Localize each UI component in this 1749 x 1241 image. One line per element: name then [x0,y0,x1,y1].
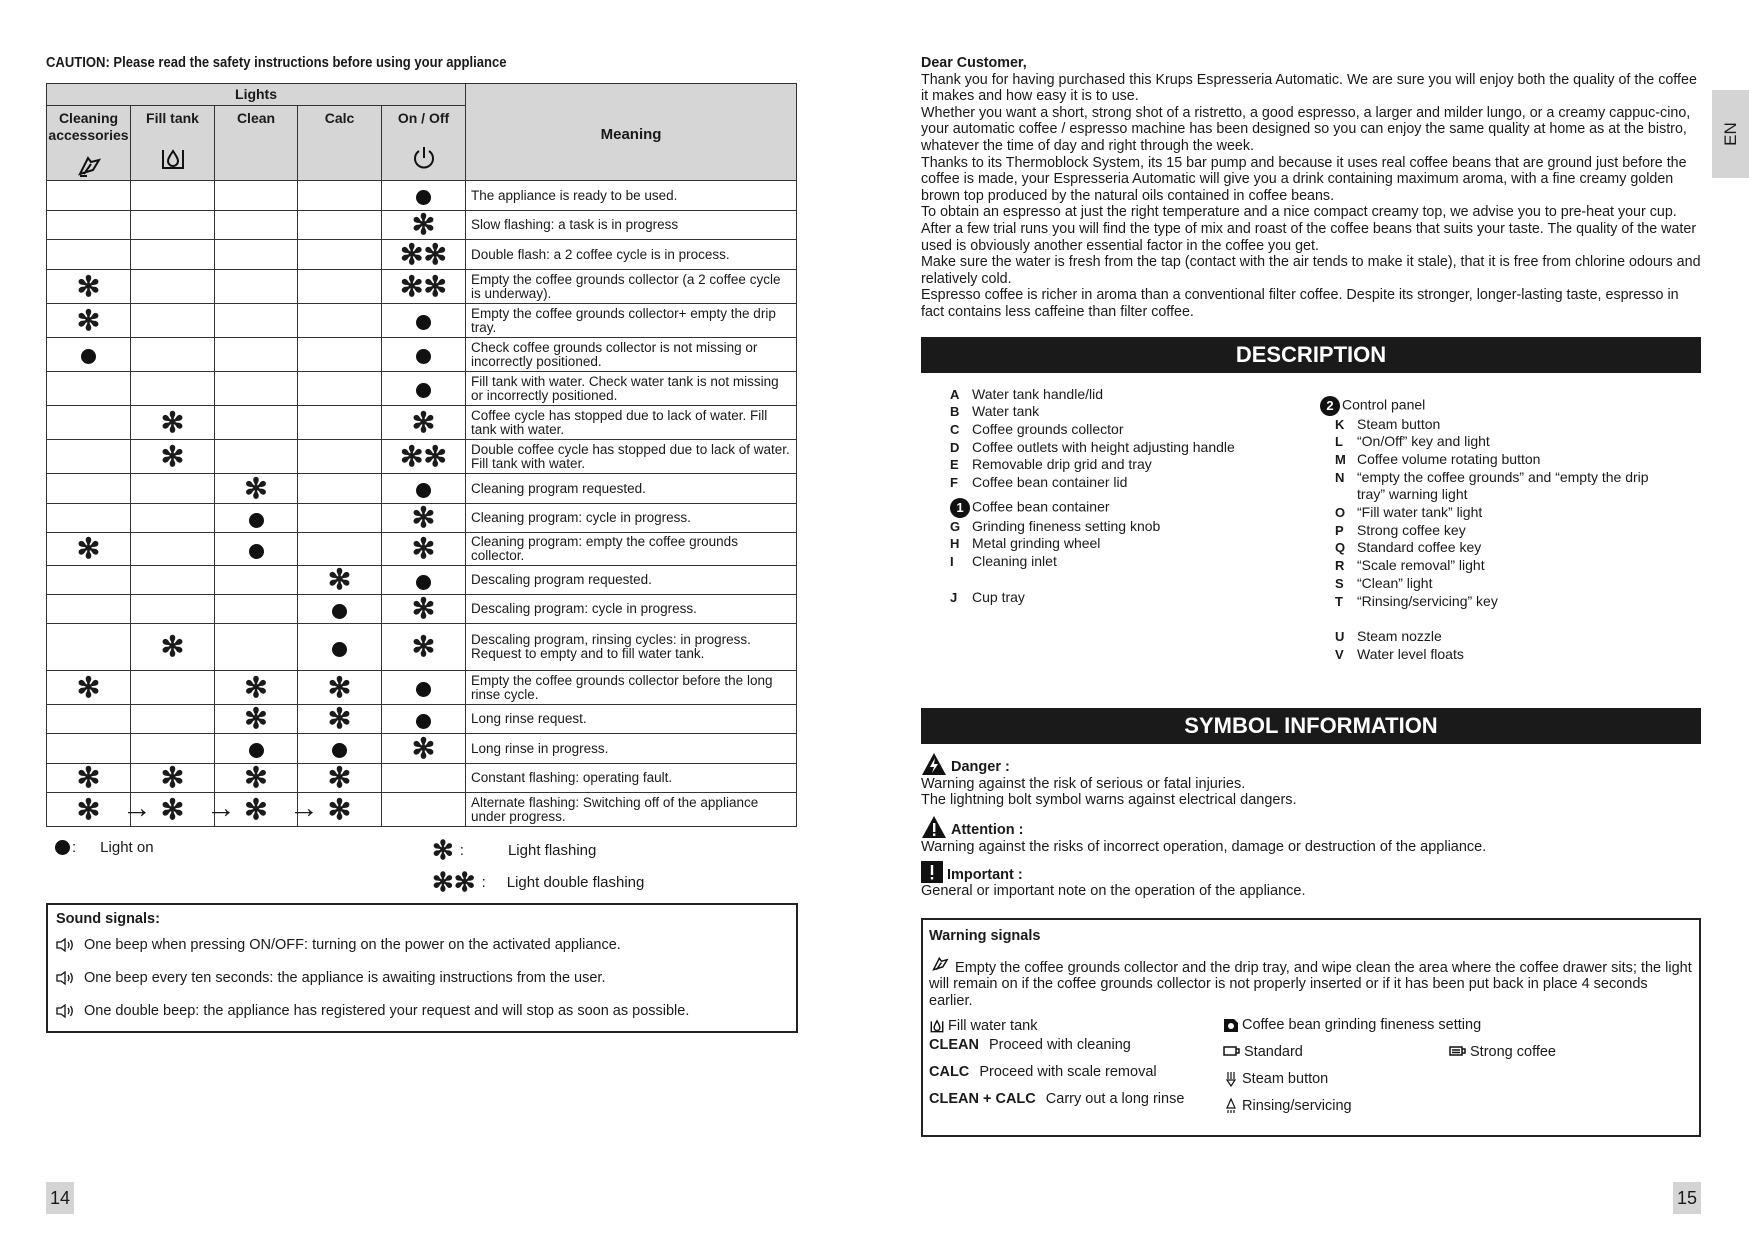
light-cell [298,734,382,764]
flash-icon: ✻ [160,406,185,438]
table-row [47,440,797,474]
light-cell [131,338,215,372]
page-number-left: 14 [46,1182,74,1214]
double-flash-icon: ✻✻ [400,238,447,270]
light-cell [131,372,215,406]
light-cell [298,504,382,533]
light-cell [215,338,298,372]
light-cell [298,406,382,440]
description-item: O “Fill water tank” light [1335,504,1483,521]
description-item: C Coffee grounds collector [950,420,1124,437]
flash-icon: ✻ [76,533,101,564]
intro-text [921,72,1701,321]
fill-tank-icon [929,1017,945,1035]
flash-icon: ✻ [76,304,101,336]
lights-table-body [47,181,797,827]
col-fill-tank: Fill tank [131,106,215,181]
intro-paragraph: Thanks to its Thermoblock System, its 15 bar pump and because it uses real coffee beans that are ground just before the coffee is made, your Espresseria Automatic will give you a drink containing maximum aroma, with a fine creamy golden brown top produced by the natural oils contained in coffee beans. [921,154,1687,204]
description-item: L “On/Off” key and light [1335,433,1490,450]
table-row [47,764,797,793]
intro-paragraph: To obtain an espresso at just the right temperature and a nice compact creamy top, we advise you to pre-heat your cup. After a few trial runs you will find the type of mix and roast of the coffee beans that suits your taste. The quality of the water used is obviously another essential factor in the coffee you get. [921,204,1697,254]
light-cell [382,705,466,734]
description-item: P Strong coffee key [1335,521,1466,538]
flash-icon: ✻ [244,472,268,504]
light-cell [215,671,298,705]
description-item: M Coffee volume rotating button [1335,450,1541,467]
flash-icon: ✻ [76,671,101,703]
light-cell [298,624,382,671]
description-item: I Cleaning inlet [950,553,1057,570]
flash-icon: ✻ [327,793,352,825]
sound-line: One beep every ten seconds: the appliance is awaiting instructions from the user. [56,970,788,986]
attention-icon [921,815,947,839]
light-on-icon [55,840,70,855]
light-on-icon [332,604,347,619]
meaning-cell: Empty the coffee grounds collector before the long rinse cycle. [466,671,797,705]
description-item: tray” warning light [1357,486,1468,503]
light-cell [298,338,382,372]
light-cell [131,533,215,566]
standard-item: Standard [1223,1044,1303,1060]
flash-icon: ✻ [244,793,268,825]
intro-section [921,55,1701,321]
light-on-icon [249,743,264,758]
light-cell [131,406,215,440]
meaning-cell: Long rinse request. [466,705,797,734]
light-cell [382,734,466,764]
sound-signals-box [46,903,798,1033]
flash-icon: ✻ [244,703,268,734]
light-on-icon [416,349,431,364]
flash-icon: ✻ [160,793,185,825]
legend-light-on: : Light on [55,839,154,856]
meaning-cell: Check coffee grounds collector is not missing or incorrectly positioned. [466,338,797,372]
light-cell [47,338,131,372]
flash-icon: ✻ [160,762,185,793]
danger-heading: Danger : [921,752,1701,776]
table-row [47,566,797,595]
light-cell [131,566,215,595]
grinder-icon [1223,1017,1239,1033]
description-item: B Water tank [950,403,1040,420]
speaker-icon [56,970,76,986]
description-item: N “empty the coffee grounds” and “empty the drip [1335,468,1649,485]
light-on-icon [416,575,431,590]
meaning-cell: Empty the coffee grounds collector (a 2 coffee cycle is underway). [466,270,797,304]
description-item: J Cup tray [950,588,1025,605]
lights-header: Lights [47,84,466,106]
fill-tank-icon [159,144,187,172]
light-cell [47,406,131,440]
meaning-cell: Slow flashing: a task is in progress [466,211,797,240]
light-cell [215,624,298,671]
rinsing-icon [1223,1098,1239,1114]
table-row [47,474,797,504]
meaning-cell: Cleaning program: cycle in progress. [466,504,797,533]
description-item: U Steam nozzle [1335,628,1442,645]
light-cell [215,566,298,595]
table-row [47,240,797,270]
light-cell [47,240,131,270]
double-flash-icon: ✻✻ [400,270,447,302]
flash-icon: ✻ [327,671,352,703]
light-cell [47,734,131,764]
light-cell [382,211,466,240]
light-cell [215,406,298,440]
description-item: A Water tank handle/lid [950,385,1103,402]
left-page [46,55,798,1033]
table-row [47,338,797,372]
light-cell [131,270,215,304]
legend-light-flashing: ✻ : Light flashing [432,835,597,865]
symbol-info-title: SYMBOL INFORMATION [921,708,1701,744]
light-cell [215,304,298,338]
clean-item: CLEAN Proceed with cleaning [929,1037,1131,1053]
description-item: H Metal grinding wheel [950,535,1101,552]
light-cell [382,338,466,372]
light-cell [131,624,215,671]
right-page [921,55,1701,1137]
light-cell [215,504,298,533]
light-cell [298,270,382,304]
description-item: K Steam button [1335,415,1441,432]
light-cell [298,211,382,240]
light-cell [131,304,215,338]
group-coffee-bean-container: 1 Coffee bean container [950,498,1330,518]
important-text: General or important note on the operation of the appliance. [921,883,1306,899]
meaning-cell: Descaling program requested. [466,566,797,595]
flash-icon: ✻ [327,564,352,595]
flash-icon: ✻ [327,703,352,734]
attention-heading: Attention : [921,815,1701,839]
light-on-icon [416,315,431,330]
cleaning-icon [75,152,103,180]
light-cell [131,705,215,734]
light-cell [215,270,298,304]
flash-icon: ✻ [76,270,101,302]
meaning-cell: Cleaning program: empty the coffee grounds collector. [466,533,797,566]
table-row [47,372,797,406]
important-heading: Important : [921,861,1701,883]
light-cell [215,595,298,624]
col-cleaning-accessories: Cleaning accessories [47,106,131,181]
light-cell [131,211,215,240]
light-cell [298,595,382,624]
flash-icon: ✻ [411,502,436,533]
light-cell [215,211,298,240]
light-on-icon [332,743,347,758]
meaning-header: Meaning [466,84,797,181]
attention-text: Warning against the risks of incorrect operation, damage or destruction of the appliance. [921,838,1487,855]
light-cell [47,705,131,734]
light-cell [382,440,466,474]
steam-icon [1223,1071,1239,1087]
light-cell [298,566,382,595]
meaning-cell: Constant flashing: operating fault. [466,764,797,793]
meaning-cell: Cleaning program requested. [466,474,797,504]
flash-icon: ✻ [76,762,101,793]
flash-icon: ✻ [411,209,436,240]
light-cell [382,406,466,440]
description-item: V Water level floats [1335,645,1464,662]
light-cell [382,270,466,304]
light-on-icon [416,190,431,205]
meaning-cell: Double flash: a 2 coffee cycle is in process. [466,240,797,270]
light-cell [47,304,131,338]
calc-item: CALC Proceed with scale removal [929,1064,1157,1080]
greeting: Dear Customer, [921,55,1027,71]
group-control-panel: 2 Control panel [1320,396,1705,416]
light-on-icon [416,383,431,398]
light-cell [382,764,466,793]
light-cell [215,764,298,793]
language-tab: EN [1712,90,1749,178]
light-cell [298,474,382,504]
table-row [47,181,797,211]
speaker-icon [56,937,76,953]
light-cell [47,211,131,240]
danger-text-1: Warning against the risk of serious or fatal injuries. [921,775,1246,792]
light-cell [298,304,382,338]
light-cell [47,791,152,827]
light-cell [298,372,382,406]
light-cell [382,240,466,270]
flash-icon: ✻ [327,762,352,793]
light-cell [131,595,215,624]
light-on-icon [416,714,431,729]
danger-text-2: The lightning bolt symbol warns against electrical dangers. [921,792,1297,808]
light-on-icon [249,544,264,559]
light-cell [47,474,131,504]
light-on-icon [81,349,96,364]
light-cell [47,624,131,671]
meaning-cell: Empty the coffee grounds collector+ empty the drip tray. [466,304,797,338]
light-cell [47,372,131,406]
description-item: S “Clean” light [1335,574,1433,591]
light-cell [47,764,131,793]
light-cell [382,372,466,406]
col-clean: Clean [215,106,298,181]
light-cell [47,440,131,474]
light-cell [215,240,298,270]
sound-line: One beep when pressing ON/OFF: turning on the power on the activated appliance. [56,937,788,953]
flash-icon: ✻ [160,631,185,662]
flash-icon: ✻ [432,835,454,865]
light-cell [298,533,382,566]
light-cell [131,181,215,211]
meaning-cell: Double coffee cycle has stopped due to lack of water. Fill tank with water. [466,440,797,474]
callout-2: 2 [1320,396,1340,416]
cleaning-icon [929,954,951,974]
light-cell [215,533,298,566]
light-on-icon [332,642,347,657]
meaning-cell: The appliance is ready to be used. [466,181,797,211]
light-cell [131,734,215,764]
legend-light-double-flashing: ✻✻ : Light double flashing [432,867,645,897]
light-cell [131,764,215,793]
col-calc: Calc [298,106,382,181]
standard-cup-icon [1223,1045,1241,1059]
light-cell [298,240,382,270]
light-on-icon [249,513,264,528]
flash-icon: ✻ [411,732,436,764]
light-on-icon [416,483,431,498]
light-cell [215,440,298,474]
intro-paragraph: Whether you want a short, strong shot of a ristretto, a good espresso, a larger and milder lungo, or a creamy cappuc-cino, your automatic coffee / espresso machine has been designed so you can enjoy the same quality at home as at the bistro, whatever the time of day and right through the week. [921,104,1691,154]
strong-coffee-item: Strong coffee [1449,1044,1556,1060]
light-cell [382,504,466,533]
table-row [47,595,797,624]
light-cell [47,504,131,533]
light-cell [215,181,298,211]
table-row [47,671,797,705]
table-row [47,533,797,566]
flash-icon: ✻ [76,793,101,825]
light-cell [382,304,466,338]
light-cell [215,705,298,734]
col-on-off: On / Off [382,106,466,181]
light-cell [298,705,382,734]
light-cell [131,671,215,705]
page-number-right: 15 [1673,1182,1701,1214]
description-item: T “Rinsing/servicing” key [1335,592,1498,609]
table-row [47,270,797,304]
arrow-icon: → [122,791,152,824]
light-cell [215,474,298,504]
light-cell [131,474,215,504]
arrow-icon: → [206,791,236,824]
light-cell [298,764,382,793]
description-item: R “Scale removal” light [1335,557,1485,574]
important-icon [921,861,943,883]
light-cell [382,671,466,705]
rinsing-item: Rinsing/servicing [1223,1098,1352,1114]
table-row [47,304,797,338]
clean-calc-item: CLEAN + CALC Carry out a long rinse [929,1091,1185,1107]
description-item: E Removable drip grid and tray [950,456,1152,473]
warning-signals-title: Warning signals [929,927,1041,944]
flash-icon: ✻ [411,593,436,624]
meaning-cell: Coffee cycle has stopped due to lack of water. Fill tank with water. [466,406,797,440]
callout-1: 1 [950,498,970,518]
description-title: DESCRIPTION [921,337,1701,373]
light-cell [47,533,131,566]
fill-water-tank-item: Fill water tank [929,1017,1037,1035]
flash-icon: ✻ [411,631,436,662]
strong-cup-icon [1449,1045,1467,1059]
arrow-icon: → [289,791,319,824]
table-row [47,705,797,734]
light-cell [382,793,466,827]
caution-heading: CAUTION: Please read the safety instructions before using your appliance [46,55,507,71]
lights-table [46,83,797,827]
steam-item: Steam button [1223,1071,1328,1087]
meaning-cell: Descaling program, rinsing cycles: in progress. Request to empty and to fill water tank. [466,624,797,671]
double-flash-icon: ✻✻ [432,867,476,897]
sound-line: One double beep: the appliance has registered your request and will stop as soon as possible. [56,1003,788,1019]
speaker-icon [56,1003,76,1019]
danger-icon [921,752,947,776]
meaning-cell: Alternate flashing: Switching off of the appliance under progress. [466,793,797,827]
light-cell [382,624,466,671]
light-cell [382,566,466,595]
table-row [47,624,797,671]
flash-icon: ✻ [411,406,436,438]
light-cell [298,440,382,474]
light-cell [47,270,131,304]
power-icon [410,144,438,172]
light-cell [298,181,382,211]
warning-text: Empty the coffee grounds collector and the drip tray, and wipe clean the area where the coffee drawer sits; the light will remain on if the coffee grounds collector is not properly inserted or if it has been put back in place 4 seconds earlier. [929,954,1693,1010]
description-item: G Grinding fineness setting knob [950,517,1161,534]
table-row [47,406,797,440]
intro-paragraph: Thank you for having purchased this Krups Espresseria Automatic. We are sure you will enjoy both the quality of the coffee it makes and how easy it is to use. [921,71,1697,105]
table-row [47,793,797,827]
flash-icon: ✻ [244,671,268,703]
light-cell [382,595,466,624]
light-cell [215,372,298,406]
warning-legend-grid [929,1017,1693,1127]
light-cell [382,474,466,504]
light-cell [131,440,215,474]
double-flash-icon: ✻✻ [400,440,447,472]
intro-paragraph: Make sure the water is fresh from the tap (contact with the air tends to make it stale), that it is free from chlorine odours and relatively cold. [921,254,1701,287]
warning-signals-box [921,918,1701,1138]
description-item: Q Standard coffee key [1335,539,1482,556]
light-cell [47,595,131,624]
flash-icon: ✻ [411,533,436,564]
sound-signals-title: Sound signals: [56,911,160,927]
light-cell [298,671,382,705]
light-cell [131,240,215,270]
table-row [47,734,797,764]
symbol-info [921,752,1701,900]
light-cell [215,734,298,764]
meaning-cell: Fill tank with water. Check water tank is not missing or incorrectly positioned. [466,372,797,406]
flash-icon: ✻ [160,440,185,472]
light-cell [382,181,466,211]
meaning-cell: Descaling program: cycle in progress. [466,595,797,624]
grinding-item: Coffee bean grinding fineness setting [1223,1017,1481,1033]
description-list [921,373,1701,708]
description-item: D Coffee outlets with height adjusting handle [950,438,1235,455]
light-cell [47,566,131,595]
light-on-icon [416,682,431,697]
intro-paragraph: Espresso coffee is richer in aroma than a conventional filter coffee. Despite its stronger, longer-lasting taste, espresso in fact contains less caffeine than filter coffee. [921,287,1679,320]
table-row [47,504,797,533]
light-cell [382,533,466,566]
flash-icon: ✻ [244,762,268,793]
light-cell [131,504,215,533]
description-item: F Coffee bean container lid [950,474,1128,491]
legend [46,837,798,903]
meaning-cell: Long rinse in progress. [466,734,797,764]
light-cell [47,671,131,705]
table-row [47,211,797,240]
light-cell [47,181,131,211]
